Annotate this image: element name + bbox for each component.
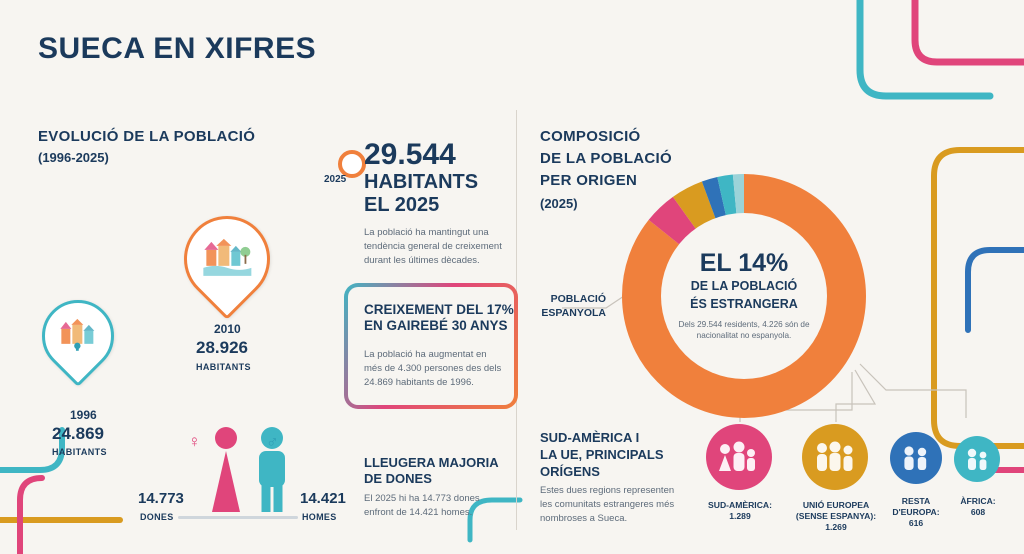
milestone-pin-1996 [27, 285, 129, 387]
people-icon [899, 445, 933, 471]
origin-caption-unio-europea [790, 500, 882, 534]
origin-name-resta-europa: RESTA D'EUROPA: [892, 496, 940, 518]
big-stat-note: La població ha mantingut una tendència general de creixement durant les últimes dècades. [364, 227, 502, 266]
origin-caption-sud-america [694, 500, 786, 522]
origins-title [540, 430, 685, 481]
milestone-unit-1996: HABITANTS [52, 447, 107, 457]
origin-bubble-sud-america [706, 424, 772, 490]
right-section-title-3: PER ORIGEN [540, 172, 638, 189]
donut-note: Dels 29.544 residents, 4.226 són de nacionalitat no espanyola. [678, 319, 810, 340]
origin-caption-resta-europa [880, 496, 952, 530]
big-stat [364, 140, 478, 216]
milestone-unit-2010: HABITANTS [196, 362, 251, 372]
gender-title: LLEUGERA MAJORIA DE DONES [364, 455, 499, 487]
town-icon [58, 317, 98, 356]
right-section-title-2: DE LA POBLACIÓ [540, 150, 672, 167]
origin-caption-africa [944, 496, 1012, 518]
male-symbol-icon: ♂ [266, 432, 279, 451]
right-section-title-1: COMPOSICIÓ [540, 128, 641, 145]
origins-title-3: ORÍGENS [540, 463, 600, 479]
gender-figures-icon [196, 424, 304, 520]
family-icon [716, 441, 762, 473]
person-icon [963, 447, 991, 471]
milestone-year-2010: 2010 [214, 322, 241, 336]
growth-note: La població ha augmentat en més de 4.300 persones des dels 24.869 habitants de 1996. [364, 349, 502, 388]
origin-donut-chart [620, 172, 868, 420]
women-label: DONES [140, 512, 174, 522]
female-symbol-icon: ♀ [188, 432, 201, 451]
cityscape-icon [202, 236, 252, 283]
growth-title: CREIXEMENT DEL 17% EN GAIREBÉ 30 ANYS [364, 302, 514, 334]
origin-bubble-resta-europa [890, 432, 942, 484]
donut-sub-2: ÉS ESTRANGERA [690, 296, 798, 311]
men-label: HOMES [302, 512, 337, 522]
donut-center-label [661, 213, 827, 379]
donut-headline: EL 14% [699, 248, 789, 277]
origins-title-1: SUD-AMÈRICA I [540, 430, 640, 445]
men-count: 14.421 [300, 490, 346, 507]
origin-name-unio-europea: UNIÓ EUROPEA (SENSE ESPANYA): [795, 500, 877, 522]
left-section-period: (1996-2025) [38, 150, 109, 165]
big-stat-year: 2025 [324, 174, 347, 185]
origin-value-sud-america: 1.289 [729, 511, 751, 522]
origins-note: Estes dues regions representen les comunitats estrangeres més nombroses a Sueca. [540, 485, 675, 524]
big-stat-label-1: HABITANTS [364, 171, 479, 193]
right-section-period: (2025) [540, 196, 578, 211]
women-count: 14.773 [138, 490, 184, 507]
left-section-title: EVOLUCIÓ DE LA POBLACIÓ [38, 128, 256, 145]
origin-name-africa: ÀFRICA: [960, 496, 996, 506]
big-stat-label-2: EL 2025 [364, 194, 440, 216]
milestone-pin-2010 [166, 198, 288, 320]
origin-value-resta-europa: 616 [908, 518, 924, 529]
big-stat-number: 29.544 [364, 138, 456, 171]
origins-title-2: LA UE, PRINCIPALS [540, 446, 664, 462]
origin-value-africa: 608 [970, 507, 986, 518]
origin-value-unio-europea: 1.269 [825, 522, 847, 533]
donut-label-spanish-line1: POBLACIÓ [550, 293, 606, 305]
gender-note: El 2025 hi ha 14.773 dones enfront de 14.421 homes. [364, 493, 480, 518]
milestone-value-1996: 24.869 [52, 424, 104, 443]
milestone-value-2010: 28.926 [196, 338, 248, 357]
donut-sub-1: DE LA POBLACIÓ [690, 278, 798, 293]
milestone-year-1996: 1996 [70, 408, 97, 422]
family-icon [812, 441, 858, 473]
donut-label-spanish-line2: ESPANYOLA [541, 307, 606, 320]
origin-name-sud-america: SUD-AMÈRICA: [708, 500, 772, 510]
origin-bubble-unio-europea [802, 424, 868, 490]
origin-bubble-africa [954, 436, 1000, 482]
donut-label-spanish-population [520, 292, 606, 320]
page-title: SUECA EN XIFRES [38, 32, 317, 65]
